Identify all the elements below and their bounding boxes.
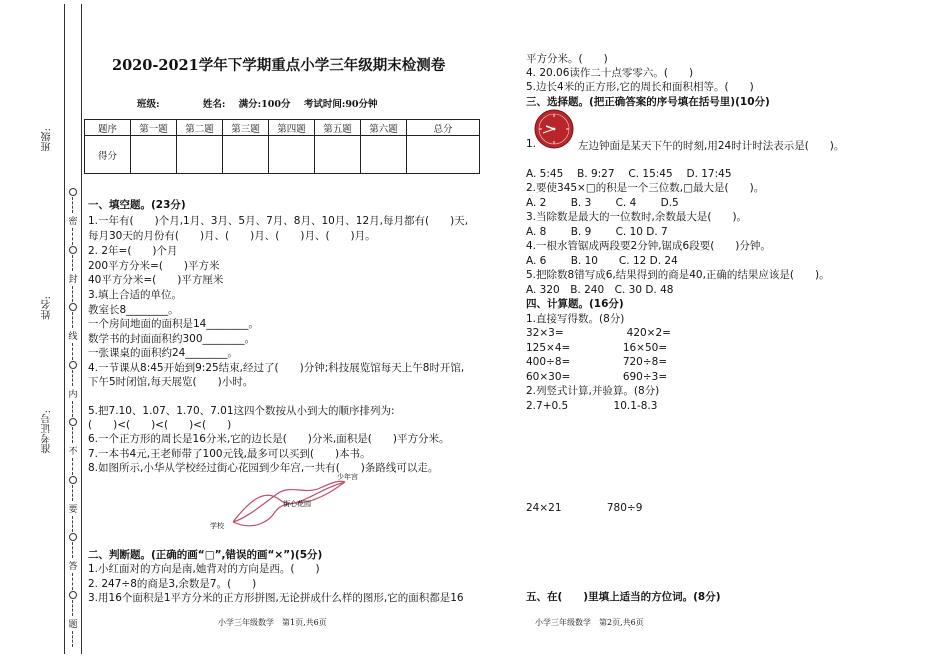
question-line: 2. 247÷8的商是3,余数是7。( ) (88, 578, 257, 590)
class-label: 班级: (137, 99, 160, 110)
question-line: 5.边长4米的正方形,它的周长和面积相等。( ) (526, 81, 754, 93)
score-header-cell: 第三题 (223, 120, 269, 136)
score-header-cell: 题序 (85, 120, 131, 136)
score-table (84, 119, 480, 174)
score-cell[interactable] (269, 136, 315, 174)
question-line: 1.一年有( )个月,1月、3月、5月、7月、8月、10月、12月,每月都有( )天, (88, 215, 469, 227)
seal-dash (72, 370, 74, 386)
score-header-cell: 第五题 (315, 120, 361, 136)
question-line: A. 8 B. 9 C. 10 D. 7 (526, 226, 668, 238)
question-line: 教室长8________。 (88, 304, 179, 316)
seal-circle (69, 188, 77, 196)
exam-info (137, 96, 388, 110)
footer-page-1: 小学三年级数学 第1页,共6页 (218, 618, 327, 627)
score-cell[interactable] (131, 136, 177, 174)
question-line: A. 320 B. 240 C. 30 D. 48 (526, 284, 674, 296)
clock-face-figure (534, 109, 574, 149)
question-line: 1.小红面对的方向是南,她背对的方向是西。( ) (88, 563, 320, 575)
calc-row: 400÷8= 720÷8= (526, 356, 668, 368)
score-header-cell: 第二题 (177, 120, 223, 136)
score-header-cell: 第一题 (131, 120, 177, 136)
seal-dash (72, 458, 74, 474)
seal-char: 内 (68, 389, 78, 400)
exam-time: 考试时间:90分钟 (303, 99, 378, 110)
question-line: ( )<( )<( )<( ) (88, 419, 232, 431)
seal-dash (72, 312, 74, 328)
seal-circle (69, 361, 77, 369)
seal-char: 要 (68, 504, 78, 515)
seal-char: 不 (68, 447, 78, 458)
route-map-figure (205, 470, 375, 535)
seal-dash (72, 197, 74, 213)
section-direction-title: 五、在( )里填上适当的方位词。(8分) (526, 591, 721, 603)
seal-circle (69, 533, 77, 541)
seal-line (66, 188, 80, 648)
seal-circle (69, 303, 77, 311)
calc-row: 125×4= 16×50= (526, 342, 668, 354)
question-line: 4. 20.06读作二十点零零六。( ) (526, 67, 694, 79)
question-line: 1.直接写得数。(8分) (526, 313, 625, 325)
question-line: A. 6 B. 10 C. 12 D. 24 (526, 255, 678, 267)
score-row-label: 得分 (85, 136, 131, 174)
calc-row: 24×21 780÷9 (526, 502, 643, 514)
binding-name-label: 姓名: (42, 296, 53, 320)
score-header-cell: 总分 (407, 120, 480, 136)
section-fill-blank-title: 一、填空题。(23分) (88, 199, 186, 211)
seal-dash (72, 343, 74, 359)
seal-dash (72, 542, 74, 558)
question-line: 40平方分米=( )平方厘米 (88, 274, 224, 286)
calc-row: 2.7+0.5 10.1-8.3 (526, 400, 658, 412)
question-line: 左边钟面是某天下午的时刻,用24时计时法表示是( )。 (578, 140, 845, 152)
score-cell[interactable] (361, 136, 407, 174)
seal-circle (69, 476, 77, 484)
question-line: 7.一本书4元,王老师带了100元钱,最多可以买到( )本书。 (88, 448, 371, 460)
question-line: 4.一根水管锯成两段要2分钟,锯成6段要( )分钟。 (526, 240, 771, 252)
question-line: 平方分米。( ) (526, 53, 608, 65)
question-line: 一个房间地面的面积是14________。 (88, 318, 259, 330)
question-line: 4.一节课从8:45开始到9:25结束,经过了( )分钟;科技展览馆每天上午8时开馆, (88, 362, 465, 374)
section-choice-title: 三、选择题。(把正确答案的序号填在括号里)(10分) (526, 96, 770, 108)
seal-char: 线 (68, 332, 78, 343)
question-line: 8.如图所示,小华从学校经过街心花园到少年宫,一共有( )条路线可以走。 (88, 462, 439, 474)
section-calc-title: 四、计算题。(16分) (526, 298, 624, 310)
footer-page-2: 小学三年级数学 第2页,共6页 (535, 618, 644, 627)
seal-dash (72, 573, 74, 589)
question-line: 2.要使345×□的积是一个三位数,□最大是( )。 (526, 182, 765, 194)
question-line: 5.把7.10、1.07、1.70、7.01这四个数按从小到大的顺序排列为: (88, 405, 395, 417)
route-label-end: 少年宫 (337, 473, 358, 481)
exam-title: 2020-2021学年下学期重点小学三年级期末检测卷 (112, 57, 446, 74)
question-line: A. 5:45 B. 9:27 C. 15:45 D. 17:45 (526, 168, 732, 180)
seal-dash (72, 286, 74, 302)
seal-dash (72, 631, 74, 647)
seal-dash (72, 401, 74, 417)
seal-dash (72, 600, 74, 616)
score-header-cell: 第四题 (269, 120, 315, 136)
binding-exam-no-label: 准考证号: (42, 410, 53, 454)
question-line: 200平方分米=( )平方米 (88, 260, 220, 272)
seal-dash (72, 228, 74, 244)
score-cell[interactable] (407, 136, 480, 174)
route-label-middle: 街心花园 (283, 500, 311, 508)
question-line: A. 2 B. 3 C. 4 D.5 (526, 197, 679, 209)
seal-circle (69, 591, 77, 599)
name-label: 姓名: (202, 99, 226, 110)
score-table-score-row (85, 136, 480, 174)
question-line: 每月30天的月份有( )月、( )月、( )月、( )月。 (88, 230, 376, 242)
question-line: 3.填上合适的单位。 (88, 289, 183, 301)
score-header-cell: 第六题 (361, 120, 407, 136)
score-table-header (85, 120, 480, 136)
question-line: 6.一个正方形的周长是16分米,它的边长是( )分米,面积是( )平方分米。 (88, 433, 450, 445)
calc-row: 60×30= 690÷3= (526, 371, 668, 383)
seal-dash (72, 516, 74, 532)
seal-char: 题 (68, 619, 78, 630)
question-line: 3.当除数是最大的一位数时,余数最大是( )。 (526, 211, 748, 223)
seal-char: 封 (68, 274, 78, 285)
score-cell[interactable] (223, 136, 269, 174)
seal-dash (72, 255, 74, 271)
seal-circle (69, 418, 77, 426)
question-line: 2.列竖式计算,并验算。(8分) (526, 385, 660, 397)
section-judgment-title: 二、判断题。(正确的画“□”,错误的画“×”)(5分) (88, 549, 323, 561)
seal-dash (72, 485, 74, 501)
question-line: 5.把除数8错写成6,结果得到的商是40,正确的结果应该是( )。 (526, 269, 830, 281)
seal-dash (72, 427, 74, 443)
question-line: 下午5时闭馆,每天展览( )小时。 (88, 376, 254, 388)
question-line: 2. 2年=( )个月 (88, 245, 178, 257)
question-line: 数学书的封面面积约300________。 (88, 333, 256, 345)
binding-class-label: 班级: (42, 128, 53, 152)
seal-char: 答 (68, 562, 78, 573)
seal-circle (69, 246, 77, 254)
score-cell[interactable] (177, 136, 223, 174)
seal-char: 密 (68, 217, 78, 228)
full-score: 满分:100分 (238, 99, 291, 110)
score-cell[interactable] (315, 136, 361, 174)
route-label-start: 学校 (210, 522, 224, 530)
question-line: 3.用16个面积是1平方分米的正方形拼图,无论拼成什么样的图形,它的面积都是16 (88, 592, 464, 604)
choice-q1-number: 1. (526, 138, 537, 150)
question-line: 一张课桌的面积约24________。 (88, 347, 238, 359)
calc-row: 32×3= 420×2= (526, 327, 671, 339)
